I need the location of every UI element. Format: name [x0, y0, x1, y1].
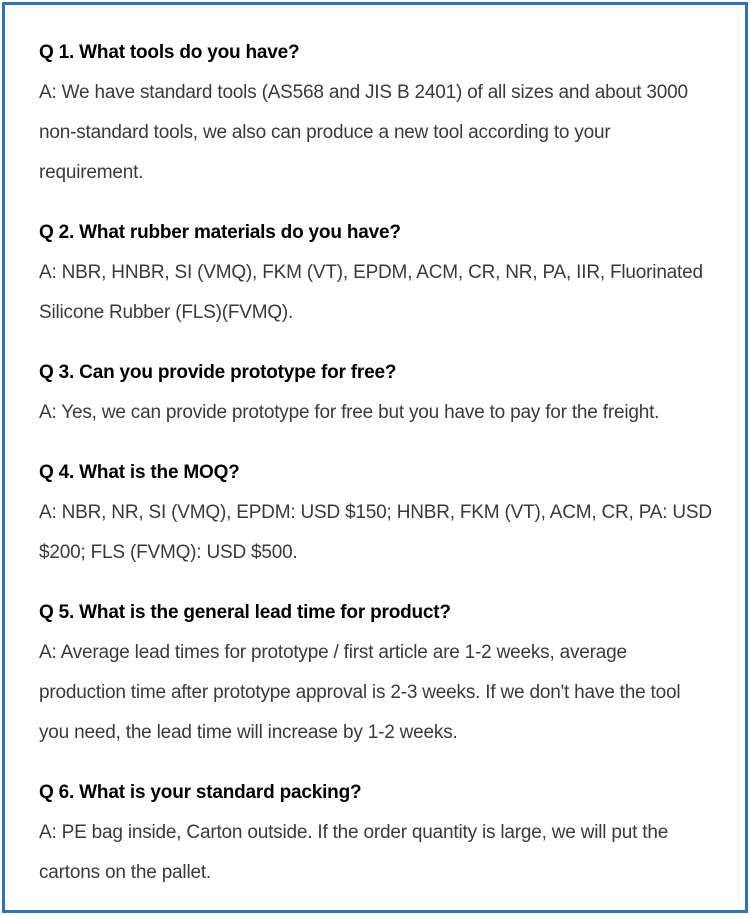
faq-item	[39, 773, 713, 893]
faq-document	[2, 2, 748, 913]
faq-item	[39, 33, 713, 193]
faq-question: Q 1. What tools do you have?	[39, 42, 300, 63]
faq-answer: A: Average lead times for prototype / first article are 1-2 weeks, average production time after prototype approval is 2-3 weeks. If we don't have the tool you need, the lead time will increase by 1-2 weeks.	[39, 642, 681, 743]
faq-answer: A: NBR, HNBR, SI (VMQ), FKM (VT), EPDM, ACM, CR, NR, PA, IIR, Fluorinated Silicone Rubber (FLS)(FVMQ).	[39, 262, 703, 323]
faq-answer: A: NBR, NR, SI (VMQ), EPDM: USD $150; HNBR, FKM (VT), ACM, CR, PA: USD $200; FLS (FVMQ): USD $500.	[39, 502, 712, 563]
faq-question: Q 5. What is the general lead time for product?	[39, 602, 451, 623]
faq-answer: A: PE bag inside, Carton outside. If the order quantity is large, we will put the cartons on the pallet.	[39, 822, 669, 883]
faq-answer: A: Yes, we can provide prototype for free but you have to pay for the freight.	[39, 402, 660, 423]
faq-question: Q 3. Can you provide prototype for free?	[39, 362, 397, 383]
faq-item	[39, 213, 713, 333]
faq-item	[39, 593, 713, 753]
faq-question: Q 6. What is your standard packing?	[39, 782, 362, 803]
faq-question: Q 2. What rubber materials do you have?	[39, 222, 401, 243]
faq-question: Q 4. What is the MOQ?	[39, 462, 240, 483]
faq-answer: A: We have standard tools (AS568 and JIS B 2401) of all sizes and about 3000 non-standard tools, we also can produce a new tool according to your requirement.	[39, 82, 688, 183]
faq-item	[39, 453, 713, 573]
faq-item	[39, 353, 713, 433]
